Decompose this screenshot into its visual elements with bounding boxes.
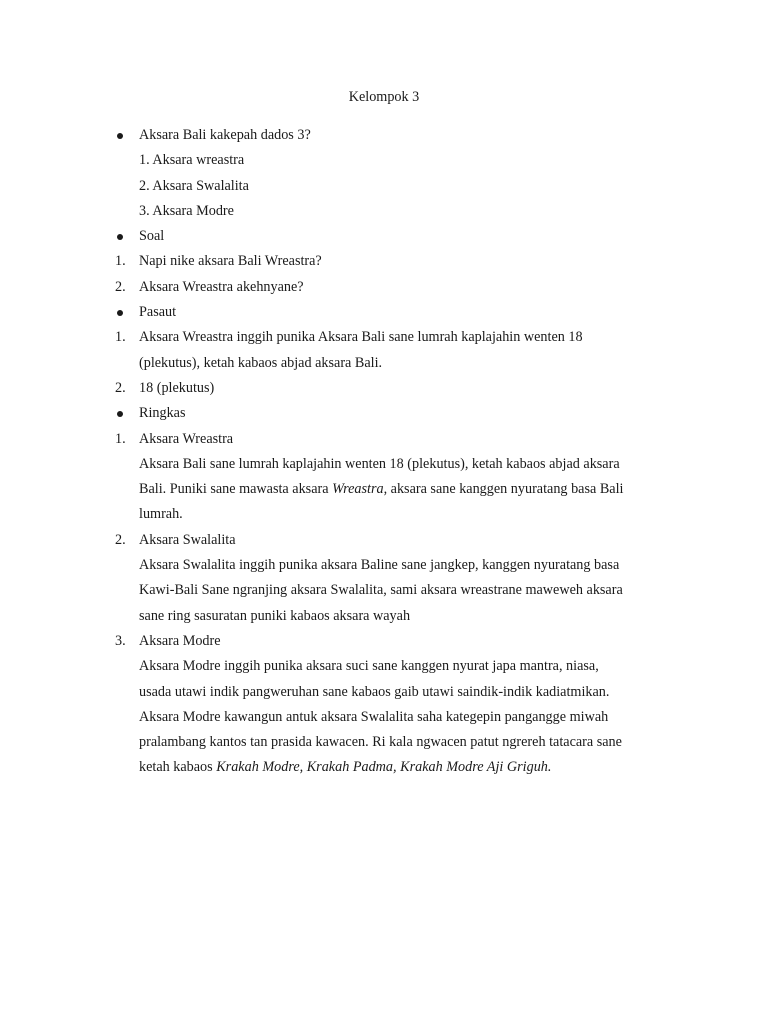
list-item — [0, 300, 768, 325]
list-item-text: 2. Aksara Swalalita — [139, 177, 249, 194]
list-item — [0, 452, 768, 477]
list-item-text: Pasaut — [139, 304, 177, 321]
list-number: 2. — [115, 379, 126, 396]
list-item-text: Aksara Swalalita — [139, 531, 236, 548]
list-item-text: Aksara Modre inggih punika aksara suci sane kanggen nyurat japa mantra, niasa, — [139, 658, 599, 675]
text-segment: , aksara sane kanggen nyuratang basa Bali — [383, 481, 624, 498]
list-item — [0, 224, 768, 249]
list-item-text: pralambang kantos tan prasida kawacen. Ri kala ngwacen patut ngrereh tatacara sane — [139, 734, 622, 751]
list-item — [0, 199, 768, 224]
list-item-text: Aksara Swalalita inggih punika aksara Baline sane jangkep, kanggen nyuratang basa — [139, 557, 620, 574]
list-item — [0, 325, 768, 350]
list-item — [0, 174, 768, 199]
list-item-text: Soal — [139, 228, 165, 245]
list-number: 1. — [115, 430, 126, 447]
list-number: 3. — [115, 632, 126, 649]
page-title: Kelompok 3 — [348, 89, 420, 105]
list-item-text: 1. Aksara wreastra — [139, 152, 245, 169]
bullet-icon — [117, 234, 123, 240]
list-item — [0, 351, 768, 376]
list-number: 1. — [115, 329, 126, 346]
list-item-text: 3. Aksara Modre — [139, 202, 234, 219]
list-item — [0, 680, 768, 705]
list-item-text: lumrah. — [139, 506, 183, 523]
list-item — [0, 427, 768, 452]
list-item — [0, 249, 768, 274]
list-item-text: Aksara Wreastra inggih punika Aksara Bali sane lumrah kaplajahin wenten 18 — [139, 329, 583, 346]
document-body — [0, 123, 768, 781]
list-item-text: Aksara Wreastra — [139, 430, 234, 447]
list-item — [0, 755, 768, 780]
list-item — [0, 604, 768, 629]
list-item-text: Aksara Wreastra akehnyane? — [139, 278, 304, 295]
list-item — [0, 123, 768, 148]
list-item-text: 18 (plekutus) — [139, 379, 215, 396]
list-number: 2. — [115, 531, 126, 548]
list-item — [0, 376, 768, 401]
list-item — [0, 553, 768, 578]
bullet-icon — [117, 411, 123, 417]
list-item-text: Aksara Bali sane lumrah kaplajahin wenten 18 (plekutus), ketah kabaos abjad aksara — [139, 455, 620, 472]
list-item-text: Napi nike aksara Bali Wreastra? — [139, 253, 322, 270]
text-segment: Bali. Puniki sane mawasta aksara — [139, 481, 333, 498]
list-item-text: Ringkas — [139, 405, 186, 422]
list-item — [0, 502, 768, 527]
list-item-text: Aksara Modre — [139, 632, 221, 649]
list-item — [0, 578, 768, 603]
list-item-text: usada utawi indik pangweruhan sane kabaos gaib utawi saindik-indik kadiatmikan. — [139, 683, 610, 700]
list-item — [0, 477, 768, 502]
list-item — [0, 654, 768, 679]
text-segment: ketah kabaos — [139, 759, 217, 776]
list-item-text: (plekutus), ketah kabaos abjad aksara Bali. — [139, 354, 383, 371]
list-item-text — [139, 477, 623, 502]
bullet-icon — [117, 133, 123, 139]
list-item-text: Aksara Modre kawangun antuk aksara Swalalita saha kategepin pangangge miwah — [139, 708, 609, 725]
list-item — [0, 401, 768, 426]
list-number: 1. — [115, 253, 126, 270]
italic-text: Krakah Modre, Krakah Padma, Krakah Modre Aji Griguh. — [216, 759, 552, 776]
list-item — [0, 275, 768, 300]
list-item — [0, 705, 768, 730]
list-item — [0, 629, 768, 654]
bullet-icon — [117, 310, 123, 316]
list-item-text: sane ring sasuratan puniki kabaos aksara wayah — [139, 607, 411, 624]
italic-text: Wreastra — [332, 481, 384, 498]
list-item-text: Aksara Bali kakepah dados 3? — [139, 127, 311, 143]
list-item-text — [139, 755, 551, 780]
list-item — [0, 528, 768, 553]
list-item-text: Kawi-Bali Sane ngranjing aksara Swalalita, sami aksara wreastrane maweweh aksara — [139, 582, 623, 599]
list-item — [0, 730, 768, 755]
list-number: 2. — [115, 278, 126, 295]
list-item — [0, 148, 768, 173]
